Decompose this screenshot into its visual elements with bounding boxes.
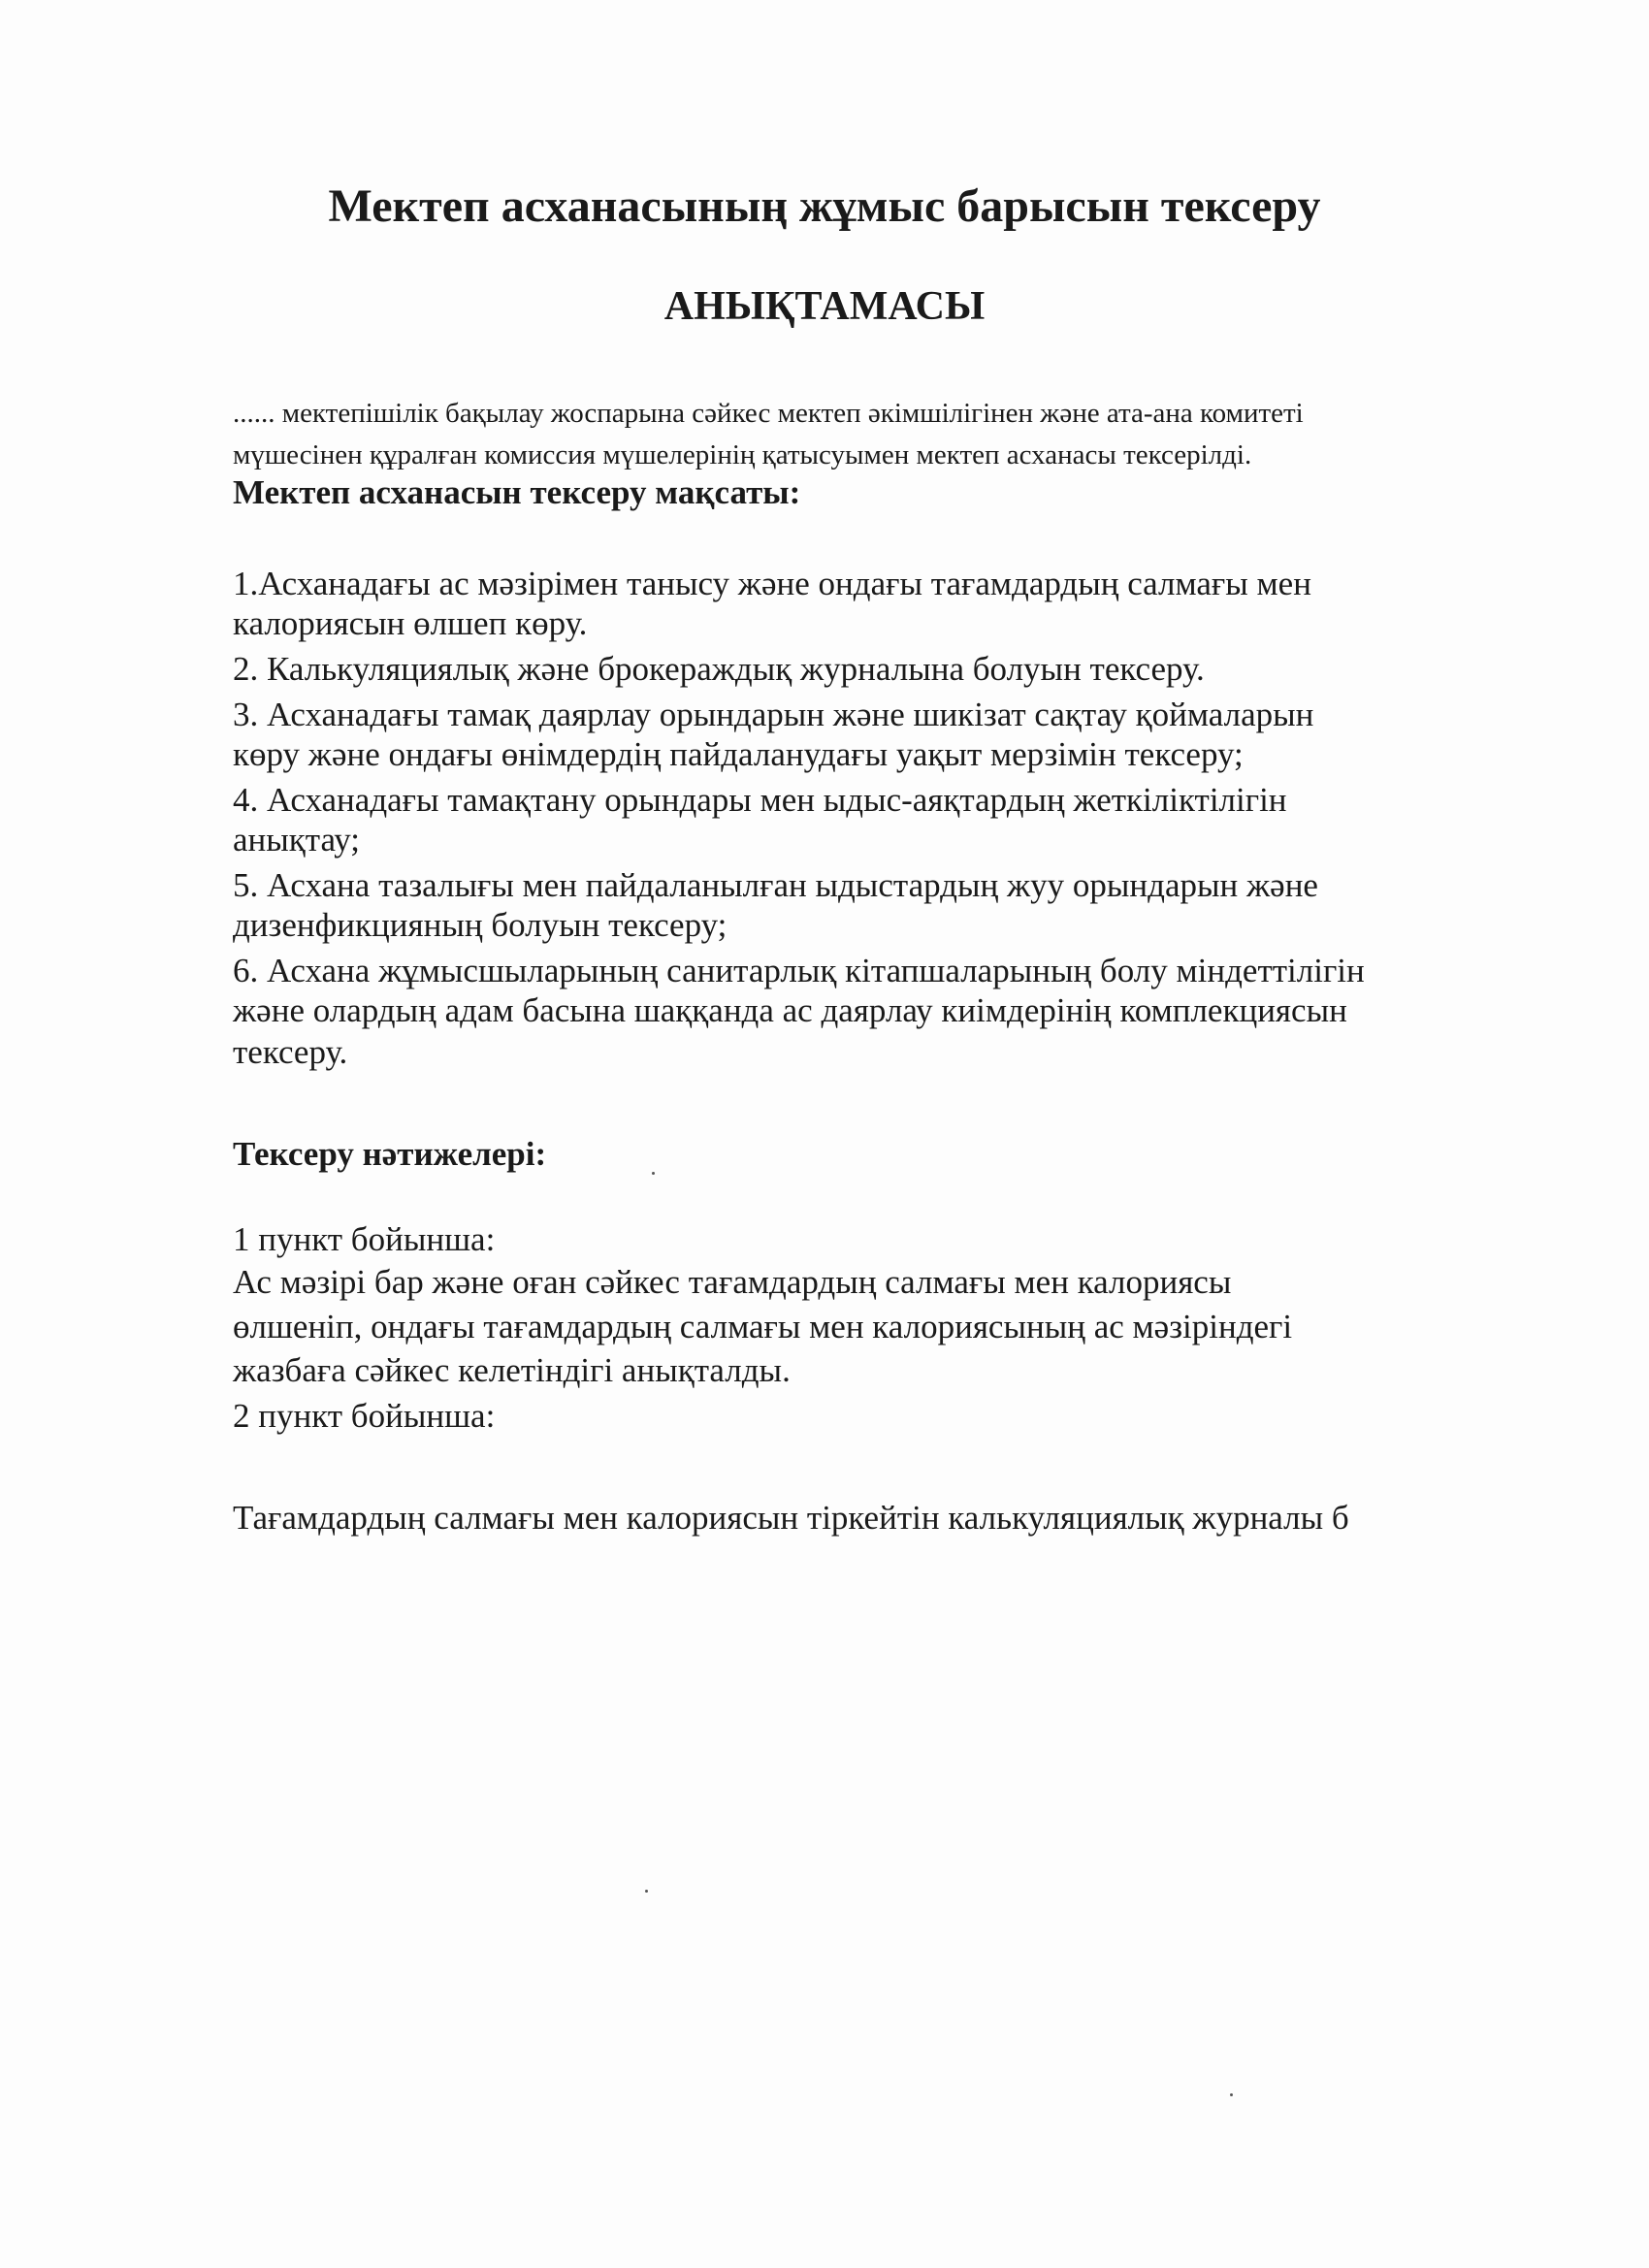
results-heading: Тексеру нәтижелері: (233, 1135, 547, 1173)
purpose-line: және олардың адам басына шаққанда ас даярлау киімдерінің комплекциясын (233, 991, 1347, 1029)
purpose-line: 6. Асхана жұмысшыларының санитарлық кітапшаларының болу міндеттілігін (233, 952, 1365, 989)
purpose-line: 5. Асхана тазалығы мен пайдаланылған ыдыстардың жуу орындарын және (233, 866, 1318, 904)
purpose-line: 1.Асханадағы ас мәзірімен танысу және ондағы тағамдардың салмағы мен (233, 565, 1311, 602)
results-line: 2 пункт бойынша: (233, 1397, 496, 1435)
purpose-line: калориясын өлшеп көру. (233, 604, 588, 642)
final-line: Тағамдардың салмағы мен калориясын тіркейтін калькуляциялық журналы б (233, 1499, 1349, 1537)
results-line: 1 пункт бойынша: (233, 1220, 496, 1258)
results-line: өлшеніп, ондағы тағамдардың салмағы мен калориясының ас мәзіріндегі (233, 1308, 1293, 1345)
purpose-line: 3. Асханадағы тамақ даярлау орындарын және шикізат сақтау қоймаларын (233, 696, 1314, 733)
purpose-line: 2. Калькуляциялық және брокераждық журналына болуын тексеру. (233, 650, 1205, 688)
scan-speck (645, 1890, 648, 1893)
purpose-line: көру және ондағы өнімдердің пайдаланудағы уақыт мерзімін тексеру; (233, 735, 1244, 773)
scan-speck (652, 1172, 655, 1175)
purpose-line: дизенфикцияның болуын тексеру; (233, 906, 728, 944)
purpose-line: тексеру. (233, 1033, 348, 1071)
intro-line: ...... мектепішілік бақылау жоспарына сәйкес мектеп әкімшілігінен және ата-ана комитеті (233, 398, 1304, 429)
document-title: Мектеп асханасының жұмыс барысын тексеру (328, 180, 1321, 232)
document-subtitle: АНЫҚТАМАСЫ (663, 284, 986, 329)
purpose-heading: Мектеп асханасын тексеру мақсаты: (233, 473, 801, 511)
results-line: жазбаға сәйкес келетіндігі анықталды. (233, 1351, 791, 1389)
results-line: Ас мәзірі бар және оған сәйкес тағамдардың салмағы мен калориясы (233, 1263, 1232, 1301)
purpose-line: 4. Асханадағы тамақтану орындары мен ыдыс-аяқтардың жеткіліктілігін (233, 781, 1287, 819)
purpose-line: анықтау; (233, 821, 361, 859)
scan-speck (1230, 2093, 1233, 2096)
intro-line: мүшесінен құралған комиссия мүшелерінің қатысуымен мектеп асханасы тексерілді. (233, 439, 1252, 470)
